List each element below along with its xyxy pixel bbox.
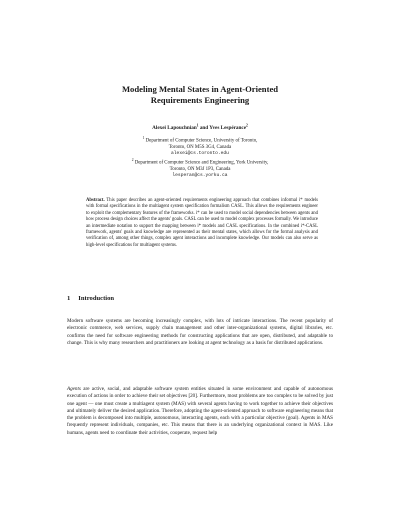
affiliation-2-line-1: Department of Computer Science and Engineering, York University, [133, 160, 269, 166]
affiliation-1-line-1: Department of Computer Science, University of Toronto, [144, 138, 258, 144]
affiliation-1-line-2: Toronto, ON M5S 3G4, Canada [168, 145, 232, 151]
intro-paragraph-2 [67, 386, 333, 437]
title-line-1: Modeling Mental States in Agent-Oriented [121, 84, 279, 94]
affiliation-2 [60, 160, 340, 180]
affiliation-1-email: alexei@cs.toronto.edu [171, 151, 229, 157]
affiliation-1-superscript: 1 [142, 136, 145, 140]
affiliation-2-superscript: 2 [131, 158, 134, 162]
paragraph-2-lead-term: Agents [67, 386, 81, 392]
affiliation-1 [60, 138, 340, 158]
affiliation-2-line-2: Toronto, ON M3J 1P3, Canada [169, 167, 231, 173]
abstract-label: Abstract. [86, 198, 105, 203]
paragraph-2-text: are active, social, and adaptable software system entities situated in some environment and capable of autonomous execution of actions in order to achieve their set objectives [20]. Furthermore, most problems are too complex to be solved by just one agent — one must create a multiagent system (MAS) with several agents having to work together to achieve their objectives and ultimately deliver the desired application. Therefore, adopting the agent-oriented approach to software engineering means that the problem is decomposed into multiple, autonomous, interacting agents, each with a particular objective (goal). Agents in MAS frequently represent individuals, companies, etc. This means that there is an underlying organizational context in MAS. Like humans, agents need to coordinate their activities, cooperate, request help [67, 386, 333, 436]
author-name-2: and Yves Lespérance [198, 125, 247, 131]
author-name-1: Alexei Lapouchnian [152, 125, 197, 131]
author-list [60, 125, 340, 131]
section-heading [67, 295, 114, 302]
abstract-text: This paper describes an agent-oriented requirements engineering approach that combines informal i* models with formal specifications in the multiagent system specification formalism CASL. This allows the requirements engineer to exploit the complementary features of the frameworks. i* can be used to model social dependencies between agents and how process design choices affect the agents' goals. CASL can be used to model complex processes formally. We introduce an intermediate notation to support the mapping between i* models and CASL specifications. In the combined i*-CASL framework, agents' goals and knowledge are represented as their mental states, which allows for the formal analysis and verification of, among other things, complex agent interactions and incomplete knowledge. Our models can also serve as high-level specifications for multiagent systems. [86, 198, 318, 248]
affiliation-2-email: lesperan@cs.yorku.ca [172, 173, 228, 179]
intro-paragraph-1: Modern software systems are becoming increasingly complex, with lots of intricate interactions. The recent popularity of electronic commerce, web services, supply chain management and other inter-organizational systems, digital libraries, etc. confirms the need for software engineering methods for constructing applications that are open, distributed, and adaptable to change. This is why many researchers and practitioners are looking at agent technology as a basis for distributed applications. [67, 318, 333, 346]
author-2-superscript: 2 [246, 123, 248, 128]
paper-title [60, 84, 340, 106]
title-line-2: Requirements Engineering [150, 95, 250, 105]
section-number: 1 [67, 295, 71, 302]
abstract [86, 198, 318, 249]
author-1-superscript: 1 [196, 123, 199, 128]
section-title: Introduction [78, 295, 115, 302]
